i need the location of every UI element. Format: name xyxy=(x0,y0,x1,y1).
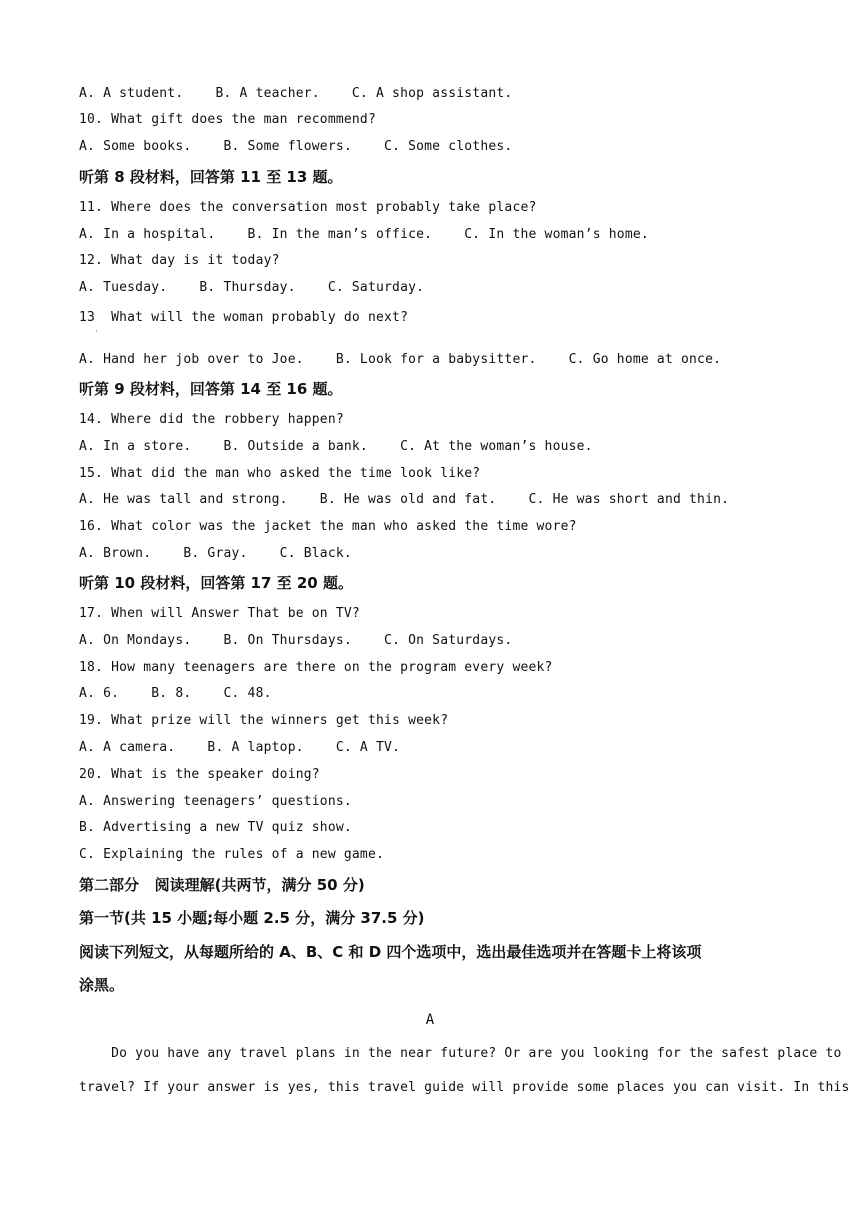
section-heading: 听第 9 段材料，回答第 14 至 16 题。 xyxy=(79,380,343,398)
question-line: 13 What will the woman probably do next? xyxy=(79,310,409,325)
section-heading: 听第 8 段材料，回答第 11 至 13 题。 xyxy=(79,168,343,186)
option-line: A. A student. B. A teacher. C. A shop assistant. xyxy=(79,86,513,101)
passage-letter: A xyxy=(425,1012,435,1028)
question-line: 11. Where does the conversation most probably take place? xyxy=(79,200,537,215)
option-line: B. Advertising a new TV quiz show. xyxy=(79,820,352,835)
question-line: 12. What day is it today? xyxy=(79,253,280,268)
question-line: 15. What did the man who asked the time look like? xyxy=(79,466,481,481)
option-line: A. Hand her job over to Joe. B. Look for a babysitter. C. Go home at once. xyxy=(79,352,722,367)
option-line: A. A camera. B. A laptop. C. A TV. xyxy=(79,740,401,755)
option-line: A. Brown. B. Gray. C. Black. xyxy=(79,546,352,561)
passage-line: travel? If your answer is yes, this travel guide will provide some places you can visit. In this xyxy=(79,1080,850,1095)
question-line: 19. What prize will the winners get this week? xyxy=(79,713,449,728)
option-line: A. Tuesday. B. Thursday. C. Saturday. xyxy=(79,280,425,295)
instruction-line: 涂黑。 xyxy=(79,976,125,994)
part-heading: 第二部分 阅读理解(共两节，满分 50 分) xyxy=(79,876,365,894)
section-heading: 听第 10 段材料，回答第 17 至 20 题。 xyxy=(79,574,353,592)
option-line: A. On Mondays. B. On Thursdays. C. On Saturdays. xyxy=(79,633,513,648)
stray-dot-mark: · xyxy=(95,327,98,336)
question-line: 16. What color was the jacket the man who asked the time wore? xyxy=(79,519,577,534)
option-line: A. In a store. B. Outside a bank. C. At the woman’s house. xyxy=(79,439,593,454)
option-line: A. He was tall and strong. B. He was old and fat. C. He was short and thin. xyxy=(79,492,730,507)
option-line: A. 6. B. 8. C. 48. xyxy=(79,686,272,701)
question-line: 14. Where did the robbery happen? xyxy=(79,412,344,427)
option-line: A. Answering teenagers’ questions. xyxy=(79,794,352,809)
option-line: A. In a hospital. B. In the man’s office. C. In the woman’s home. xyxy=(79,227,649,242)
passage-line: Do you have any travel plans in the near future? Or are you looking for the safest place to xyxy=(79,1046,842,1061)
question-line: 20. What is the speaker doing? xyxy=(79,767,320,782)
instruction-line: 阅读下列短文，从每题所给的 A、B、C 和 D 四个选项中，选出最佳选项并在答题卡上将该项 xyxy=(79,943,702,961)
option-line: A. Some books. B. Some flowers. C. Some clothes. xyxy=(79,139,513,154)
question-line: 10. What gift does the man recommend? xyxy=(79,112,376,127)
option-line: C. Explaining the rules of a new game. xyxy=(79,847,385,862)
subsection-heading: 第一节(共 15 小题;每小题 2.5 分，满分 37.5 分) xyxy=(79,909,425,927)
question-line: 17. When will Answer That be on TV? xyxy=(79,606,360,621)
question-line: 18. How many teenagers are there on the program every week? xyxy=(79,660,553,675)
